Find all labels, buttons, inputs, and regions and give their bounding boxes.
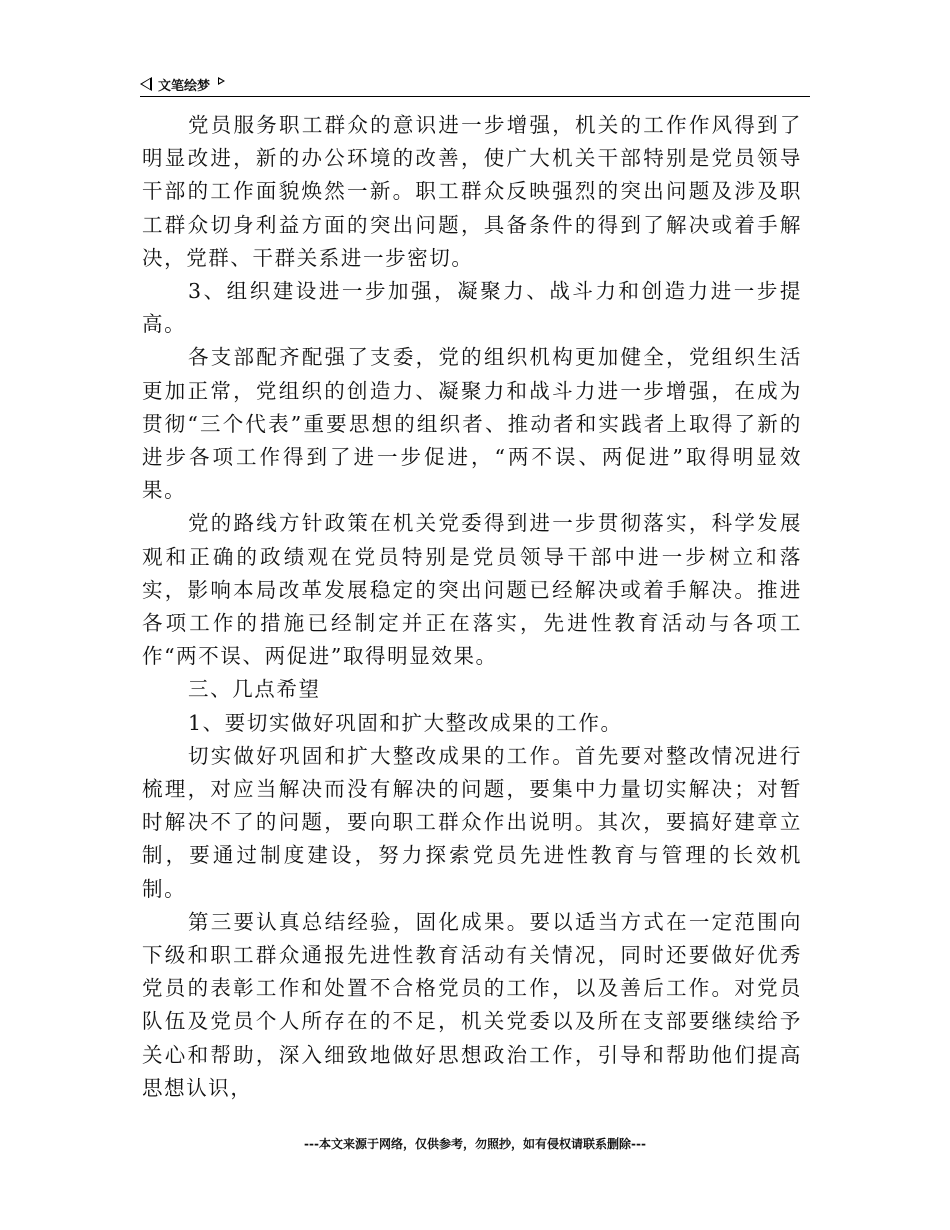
- footer-notice: ---本文来源于网络，仅供参考，勿照抄，如有侵权请联系删除---: [304, 1137, 646, 1151]
- paragraph-heading: 1、要切实做好巩固和扩大整改成果的工作。: [188, 710, 623, 735]
- paragraph: 各支部配齐配强了支委，党的组织机构更加健全，党组织生活更加正常，党组织的创造力、凝聚力和战斗力进一步增强，在成为贯彻“三个代表”重要思想的组织者、推动者和实践者上取得了新的进步各项工作得到了进一步促进，“两不误、两促进”取得明显效果。: [142, 345, 802, 503]
- paragraph: 切实做好巩固和扩大整改成果的工作。首先要对整改情况进行梳理，对应当解决而没有解决的问题，要集中力量切实解决；对暂时解决不了的问题，要向职工群众作出说明。其次，要搞好建章立制，要通过制度建设，努力探索党员先进性教育与管理的长效机制。: [142, 743, 802, 901]
- section-heading: 三、几点希望: [188, 677, 321, 702]
- document-body: [142, 109, 802, 1105]
- triangle-left-icon: [140, 77, 152, 91]
- header-title: 文笔绘梦: [158, 78, 211, 94]
- paragraph: 党员服务职工群众的意识进一步增强，机关的工作作风得到了明显改进，新的办公环境的改善，使广大机关干部特别是党员领导干部的工作面貌焕然一新。职工群众反映强烈的突出问题及涉及职工群众切身利益方面的突出问题，具备条件的得到了解决或着手解决，党群、干群关系进一步密切。: [142, 113, 802, 270]
- page-header: [140, 72, 810, 97]
- paragraph: 第三要认真总结经验，固化成果。要以适当方式在一定范围向下级和职工群众通报先进性教育活动有关情况，同时还要做好优秀党员的表彰工作和处置不合格党员的工作，以及善后工作。对党员队伍及党员个人所存在的不足，机关党委以及所在支部要继续给予关心和帮助，深入细致地做好思想政治工作，引导和帮助他们提高思想认识，: [142, 909, 802, 1100]
- triangle-right-icon: [218, 77, 225, 85]
- paragraph-heading: 3、组织建设进一步加强，凝聚力、战斗力和创造力进一步提高。: [142, 279, 802, 337]
- paragraph: 党的路线方针政策在机关党委得到进一步贯彻落实，科学发展观和正确的政绩观在党员特别是党员领导干部中进一步树立和落实，影响本局改革发展稳定的突出问题已经解决或着手解决。推进各项工作的措施已经制定并正在落实，先进性教育活动与各项工作“两不误、两促进”取得明显效果。: [142, 511, 802, 669]
